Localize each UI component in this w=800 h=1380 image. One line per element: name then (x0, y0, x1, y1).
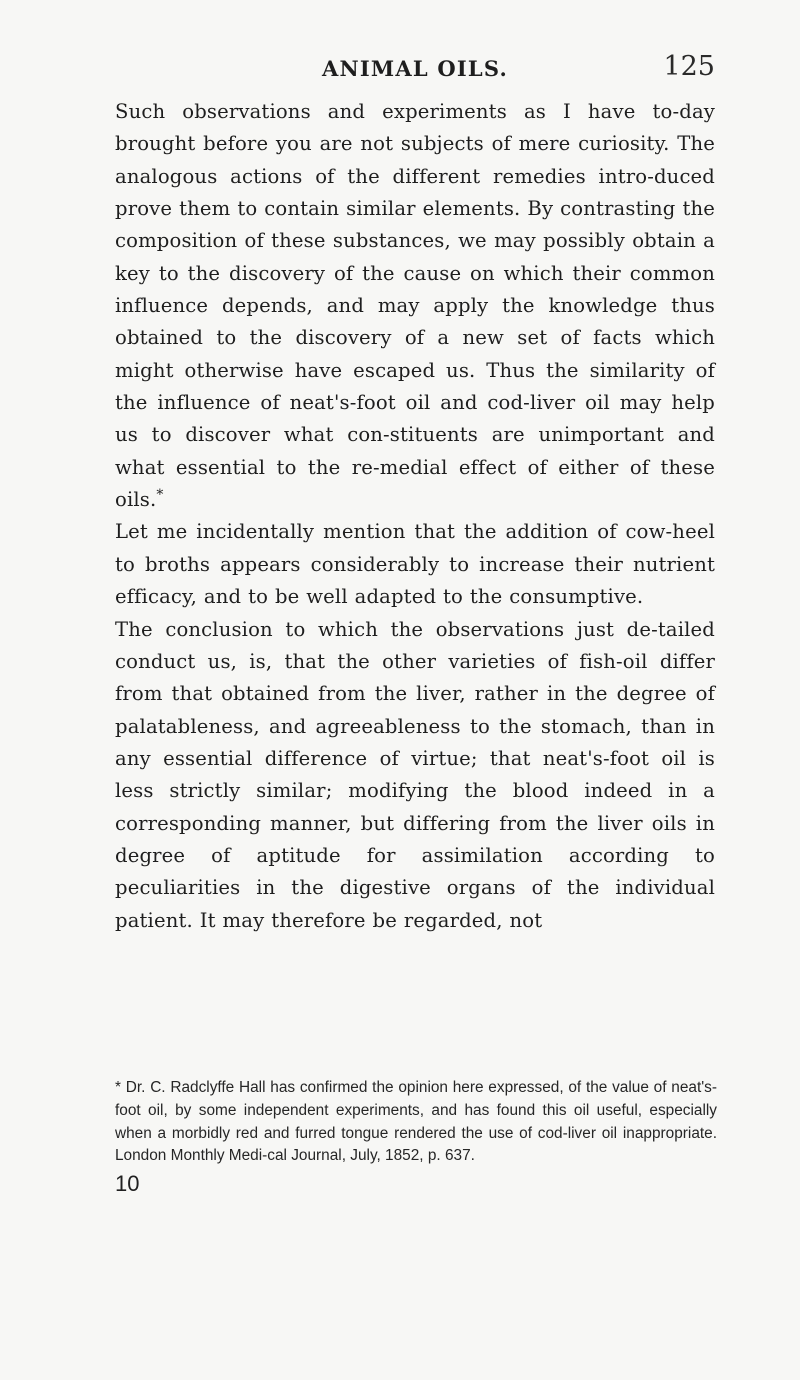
paragraph-2: Let me incidentally mention that the addition of cow-heel to broths appears considerably to increase their nutrient efficacy, and to be well adapted to the consumptive. (115, 520, 715, 609)
paragraph-1-text: Such observations and experiments as I have to-day brought before you are not subjects of mere curiosity. The analogous actions of the different remedies intro-duced prove them to contain similar elements. By contrasting the composition of these substances, we may possibly obtain a key to the discovery of the cause on which their common influence depends, and may apply the knowledge thus obtained to the discovery of a new set of facts which might otherwise have escaped us. Thus the similarity of the influence of neat's-foot oil and cod-liver oil may help us to discover what con-stituents are unimportant and what essential to the re-medial effect of either of these oils. (115, 100, 715, 512)
page-number: 125 (663, 51, 715, 82)
running-title: ANIMAL OILS. (322, 56, 508, 81)
footnote-marker: * (115, 1079, 121, 1096)
paragraph-3: The conclusion to which the observations just de-tailed conduct us, is, that the other varieties of fish-oil differ from that obtained from the liver, rather in the degree of palatableness, and agreeableness to the stomach, than in any essential difference of virtue; that neat's-foot oil is less strictly similar; modifying the blood indeed in a corresponding manner, but differing from the liver oils in degree of aptitude for assimilation according to peculiarities in the digestive organs of the individual patient. It may therefore be regarded, not (115, 617, 715, 932)
footnote-paragraph (115, 1077, 717, 1168)
footnote (115, 1077, 717, 1168)
footnote-text: Dr. C. Radclyffe Hall has confirmed the opinion here expressed, of the value of neat's-foot oil, by some independent experiments, and has found this oil useful, especially when a morbidly red and furred tongue rendered the use of cod-liver oil inappropriate. London Monthly Medi-cal Journal, July, 1852, p. 637. (115, 1079, 717, 1165)
running-head (115, 51, 715, 90)
signature-mark: 10 (115, 1171, 140, 1196)
body-text (115, 96, 715, 937)
footnote-reference: * (156, 487, 164, 504)
paragraph-1 (115, 96, 715, 516)
